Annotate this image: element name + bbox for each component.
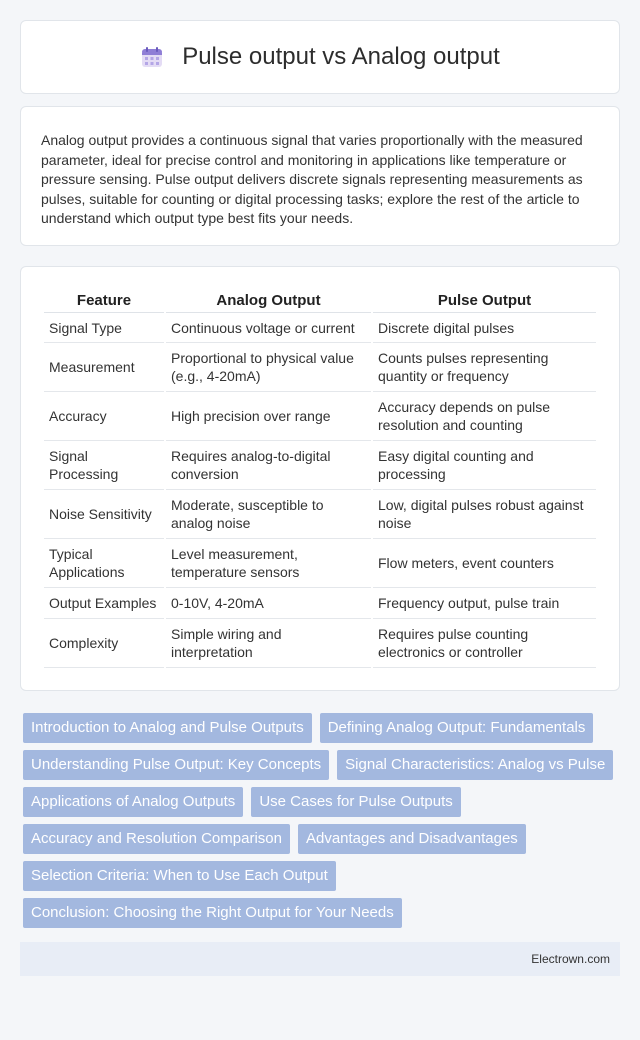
table-row	[44, 313, 596, 343]
topic-link-accuracy-resolution[interactable]: Accuracy and Resolution Comparison	[23, 824, 290, 854]
comparison-table-card	[20, 266, 620, 691]
column-header-feature: Feature	[44, 287, 164, 313]
intro-paragraph: Analog output provides a continuous signal that varies proportionally with the measured parameter, ideal for precise control and monitoring in applications like temperature or pressure sensing. Pulse output delivers discrete signals representing measurements as pulses, suitable for counting or digital processing tasks; explore the rest of the article to understand which output type best fits your needs.	[41, 132, 583, 226]
title-card	[20, 20, 620, 94]
table-cell: Complexity	[44, 619, 164, 668]
intro-card	[20, 106, 620, 246]
table-row	[44, 588, 596, 619]
table-cell: Accuracy	[44, 392, 164, 441]
table-row	[44, 392, 596, 441]
page-title: Pulse output vs Analog output	[182, 43, 500, 70]
topic-link-analog-applications[interactable]: Applications of Analog Outputs	[23, 787, 243, 817]
table-row	[44, 490, 596, 539]
table-row	[44, 441, 596, 490]
table-cell: Flow meters, event counters	[373, 539, 596, 588]
footer-brand: Electrown.com	[531, 952, 610, 966]
table-row	[44, 539, 596, 588]
table-cell: Frequency output, pulse train	[373, 588, 596, 619]
table-cell: Noise Sensitivity	[44, 490, 164, 539]
topic-link-conclusion[interactable]: Conclusion: Choosing the Right Output for Your Needs	[23, 898, 402, 928]
footer	[20, 942, 620, 976]
comparison-table	[42, 287, 598, 668]
table-cell: Continuous voltage or current	[166, 313, 371, 343]
topic-link-pulse-use-cases[interactable]: Use Cases for Pulse Outputs	[251, 787, 460, 817]
table-cell: Low, digital pulses robust against noise	[373, 490, 596, 539]
column-header-pulse: Pulse Output	[373, 287, 596, 313]
table-cell: Output Examples	[44, 588, 164, 619]
table-cell: Easy digital counting and processing	[373, 441, 596, 490]
table-cell: Typical Applications	[44, 539, 164, 588]
table-cell: Counts pulses representing quantity or frequency	[373, 343, 596, 392]
table-cell: Requires pulse counting electronics or controller	[373, 619, 596, 668]
table-cell: Measurement	[44, 343, 164, 392]
table-cell: Accuracy depends on pulse resolution and counting	[373, 392, 596, 441]
table-cell: Signal Processing	[44, 441, 164, 490]
table-header-row	[44, 287, 596, 313]
table-row	[44, 343, 596, 392]
topic-link-selection-criteria[interactable]: Selection Criteria: When to Use Each Output	[23, 861, 336, 891]
topic-link-understanding-pulse[interactable]: Understanding Pulse Output: Key Concepts	[23, 750, 329, 780]
table-cell: Discrete digital pulses	[373, 313, 596, 343]
topic-link-advantages[interactable]: Advantages and Disadvantages	[298, 824, 526, 854]
topic-link-defining-analog[interactable]: Defining Analog Output: Fundamentals	[320, 713, 594, 743]
table-cell: Requires analog-to-digital conversion	[166, 441, 371, 490]
table-cell: Proportional to physical value (e.g., 4-20mA)	[166, 343, 371, 392]
table-row	[44, 619, 596, 668]
table-cell: 0-10V, 4-20mA	[166, 588, 371, 619]
table-cell: Level measurement, temperature sensors	[166, 539, 371, 588]
topic-link-signal-characteristics[interactable]: Signal Characteristics: Analog vs Pulse	[337, 750, 613, 780]
table-cell: Simple wiring and interpretation	[166, 619, 371, 668]
topic-link-introduction[interactable]: Introduction to Analog and Pulse Outputs	[23, 713, 312, 743]
calendar-icon	[140, 45, 164, 69]
table-cell: Signal Type	[44, 313, 164, 343]
topic-links	[20, 713, 620, 928]
table-cell: Moderate, susceptible to analog noise	[166, 490, 371, 539]
column-header-analog: Analog Output	[166, 287, 371, 313]
table-cell: High precision over range	[166, 392, 371, 441]
